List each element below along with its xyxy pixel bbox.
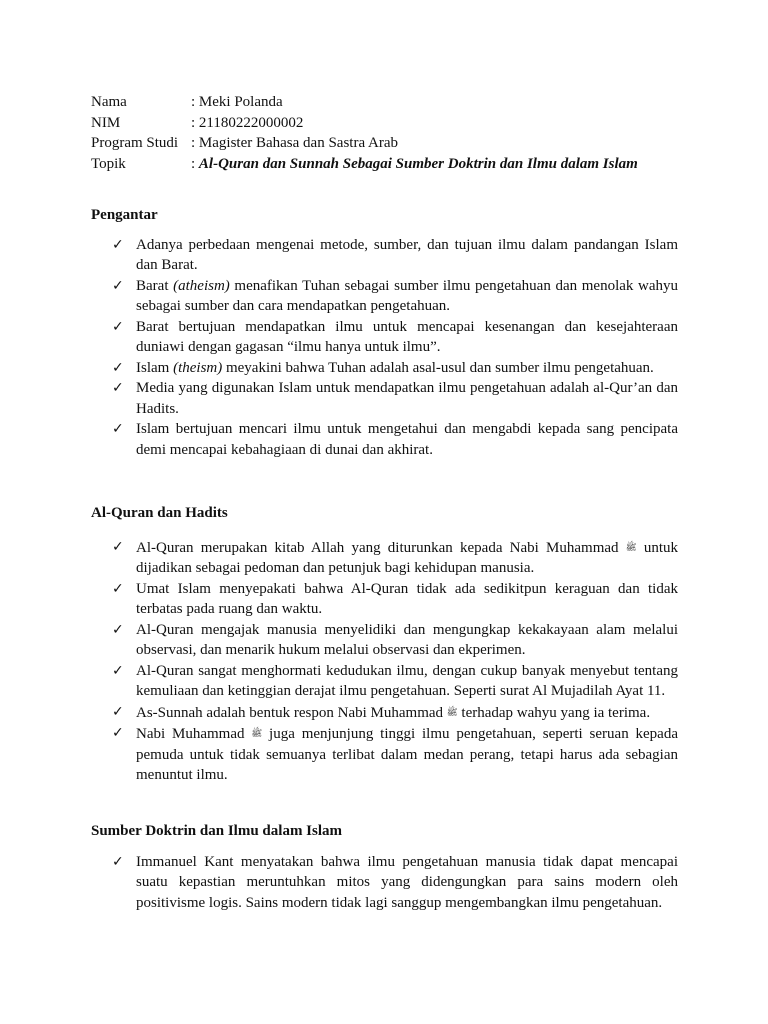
section-quran-hadits (91, 503, 678, 786)
checkmark-icon: ✓ (112, 421, 124, 437)
checkmark-icon: ✓ (112, 725, 124, 741)
checkmark-icon: ✓ (112, 359, 124, 376)
section-title: Sumber Doktrin dan Ilmu dalam Islam (91, 823, 343, 839)
topic-label: Topik (91, 155, 126, 172)
honorific-icon: ﷺ (446, 706, 458, 717)
checklist (91, 852, 678, 914)
name-row (91, 92, 638, 113)
nim-label: NIM (91, 114, 121, 131)
list-item: ✓ Islam (theism) meyakini bahwa Tuhan adalah asal-usul dan sumber ilmu pengetahuan. (91, 358, 678, 379)
honorific-icon: ﷺ (625, 541, 637, 552)
section-title: Al-Quran dan Hadits (91, 505, 228, 521)
list-item: ✓ Adanya perbedaan mengenai metode, sumber, dan tujuan ilmu dalam pandangan Islam dan Barat. (112, 236, 678, 273)
checkmark-icon: ✓ (112, 380, 124, 396)
list-item: ✓ As-Sunnah adalah bentuk respon Nabi Muhammad ﷺ terhadap wahyu yang ia terima. (112, 703, 651, 721)
italic-term: (atheism) (173, 277, 230, 294)
list-item: ✓ Al-Quran merupakan kitab Allah yang diturunkan kepada Nabi Muhammad ﷺ untuk dijadikan sebagai pedoman dan petunjuk bagi kehidupan manusia. (112, 538, 679, 576)
checklist (91, 235, 678, 461)
list-item: ✓ Immanuel Kant menyatakan bahwa ilmu pengetahuan manusia tidak dapat mencapai suatu kepastian meruntuhkan mitos yang didengungkan para sains modern oleh positivisme logis. Sains modern tidak lagi sanggup mengembangkan ilmu pengetahuan. (112, 853, 678, 911)
checkmark-icon: ✓ (112, 621, 124, 638)
list-item: ✓ Al-Quran sangat menghormati kedudukan ilmu, dengan cukup banyak menyebut tentang kemuliaan dan ketinggian derajat ilmu pengetahuan. Seperti surat Al Mujadilah Ayat 11. (112, 662, 678, 699)
checklist (91, 537, 678, 786)
list-item: ✓ Islam bertujuan mencari ilmu untuk mengetahui dan mengabdi kepada sang pencipata demi mencapai kebahagiaan di dunai dan akhirat. (112, 421, 678, 458)
checkmark-icon: ✓ (112, 703, 124, 720)
list-item: ✓ Al-Quran mengajak manusia menyelidiki dan mengungkap kekakayaan alam melalui observasi, dan menarik hukum melalui observasi dan ekperimen. (112, 621, 678, 658)
list-item: ✓ Barat bertujuan mendapatkan ilmu untuk mencapai kesenangan dan kesejahteraan duniawi dengan gagasan “ilmu hanya untuk ilmu”. (112, 318, 678, 355)
list-item: ✓ Media yang digunakan Islam untuk mendapatkan ilmu pengetahuan adalah al-Qur’an dan Hadits. (112, 380, 678, 417)
list-item: ✓ Barat (atheism) menafikan Tuhan sebagai sumber ilmu pengetahuan dan menolak wahyu sebagai sumber dan cara mendapatkan pengetahuan. (112, 277, 679, 314)
list-item: ✓ Umat Islam menyepakati bahwa Al-Quran tidak ada sedikitpun keraguan dan tidak terbatas pada ruang dan waktu. (112, 580, 678, 617)
checkmark-icon: ✓ (112, 853, 124, 870)
section-pengantar (91, 205, 678, 460)
checkmark-icon: ✓ (112, 236, 124, 253)
topic-row (91, 154, 638, 175)
nim-row (91, 113, 638, 134)
italic-term: (theism) (173, 359, 223, 376)
checkmark-icon: ✓ (112, 538, 124, 555)
student-info (91, 92, 638, 174)
checkmark-icon: ✓ (112, 318, 124, 335)
program-row (91, 133, 638, 154)
nim-value: : 21180222000002 (191, 114, 304, 131)
section-title: Pengantar (91, 207, 158, 223)
topic-value: Al-Quran dan Sunnah Sebagai Sumber Doktrin dan Ilmu dalam Islam (198, 155, 638, 172)
list-item: ✓ Nabi Muhammad ﷺ juga menjunjung tinggi ilmu pengetahuan, seperti seruan kepada pemuda untuk tidak semuanya terlibat dalam medan perang, tetapi harus ada sebagian menuntut ilmu. (112, 725, 678, 783)
program-value: : Magister Bahasa dan Sastra Arab (191, 135, 399, 151)
name-value: : Meki Polanda (191, 94, 283, 110)
checkmark-icon: ✓ (112, 662, 124, 679)
section-sumber-doktrin (91, 821, 678, 913)
program-label: Program Studi (91, 135, 179, 151)
topic-colon: : (191, 155, 199, 172)
name-label: Nama (91, 94, 127, 110)
checkmark-icon: ✓ (112, 580, 124, 597)
honorific-icon: ﷺ (251, 728, 263, 738)
checkmark-icon: ✓ (112, 277, 124, 294)
